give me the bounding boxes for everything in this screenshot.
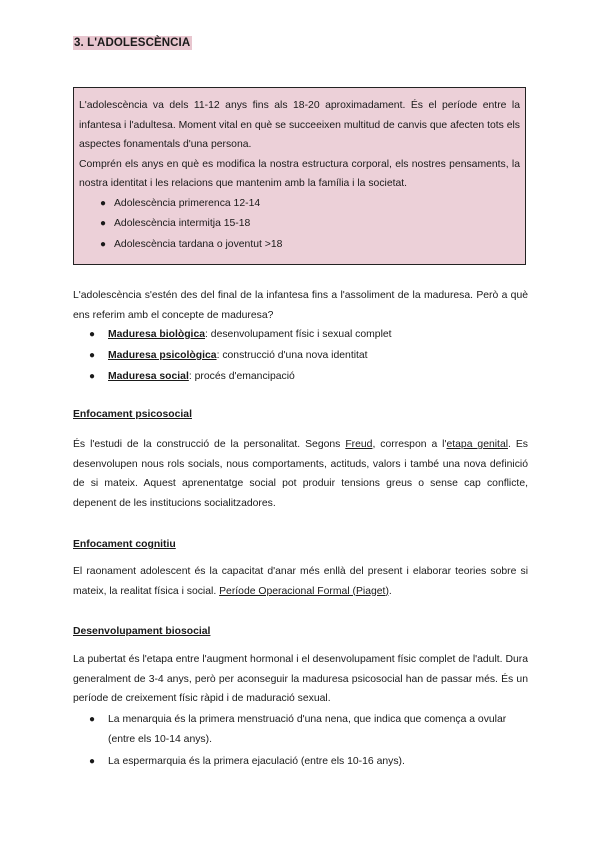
- freud-link: Freud: [345, 439, 373, 450]
- definition-paragraph-1: L'adolescència va dels 11-12 anys fins als 18-20 aproximadament. És el període entre la infantesa i l'adultesa. Moment vital en què se succeeixen multitud de canvis que afecten tots els aspectes fonamentals d'una persona.: [79, 100, 520, 150]
- intro-paragraph: L'adolescència s'estén des del final de la infantesa fins a l'assoliment de la maduresa. Però a què ens referim amb el concepte de maduresa?: [73, 290, 528, 321]
- list-item: ● La espermarquia és la primera ejaculació (entre els 10-16 anys).: [73, 752, 528, 772]
- heading-cognitiu: Enfocament cognitiu: [73, 539, 176, 550]
- bullet-icon: ●: [89, 329, 96, 340]
- bullet-icon: ●: [100, 238, 107, 250]
- bullet-icon: ●: [89, 350, 96, 361]
- heading-biosocial: Desenvolupament biosocial: [73, 626, 211, 637]
- maduresa-list: [73, 324, 528, 387]
- list-item: ● Adolescència primerenca 12-14: [79, 194, 520, 215]
- term-label: Maduresa psicològica: [108, 350, 217, 361]
- list-item: ● Maduresa psicològica: construcció d'una nova identitat: [73, 345, 528, 366]
- section-title: 3. L'ADOLESCÈNCIA: [74, 37, 191, 49]
- bullet-icon: ●: [100, 197, 107, 209]
- bullet-icon: ●: [89, 756, 96, 767]
- cognitiu-paragraph: El raonament adolescent és la capacitat d'anar més enllà del present i elaborar teories sobre si mateix, la realitat física i social. Període Operacional Formal (Piaget).: [73, 566, 528, 597]
- bullet-icon: ●: [100, 218, 107, 229]
- psicosocial-paragraph: És l'estudi de la construcció de la personalitat. Segons Freud, correspon a l'etapa genital. Es desenvolupen nous rols socials, nous comportaments, actituds, valors i també una nova definició de si mateix. Aquest aprenentatge social pot produir tensions greus o sense cap conflicte, depenent de les institucions socialitzadores.: [73, 439, 528, 509]
- genital-stage-link: etapa genital: [446, 439, 509, 450]
- heading-psicosocial: Enfocament psicosocial: [73, 409, 192, 420]
- list-item: ● Adolescència tardana o joventut >18: [79, 235, 520, 256]
- term-label: Maduresa social: [108, 371, 189, 382]
- list-item: ● Maduresa biològica: desenvolupament físic i sexual complet: [73, 324, 528, 345]
- stages-list: [79, 194, 520, 256]
- bullet-icon: ●: [89, 714, 96, 725]
- piaget-link: Període Operacional Formal (Piaget): [219, 585, 389, 597]
- biosocial-paragraph: La pubertat és l'etapa entre l'augment hormonal i el desenvolupament físic complet de l'adult. Dura generalment de 3-4 anys, però per aconseguir la maduresa psicosocial han de passar més. És un període de creixement físic ràpid i de maduració sexual.: [73, 654, 528, 704]
- list-item: ● Maduresa social: procés d'emancipació: [73, 366, 528, 387]
- list-item: ● La menarquia és la primera menstruació d'una nena, que indica que comença a ovular (entre els 10-14 anys).: [73, 710, 528, 749]
- definition-paragraph-2: Comprén els anys en què es modifica la nostra estructura corporal, els nostres pensaments, la nostra identitat i les relacions que mantenim amb la família i la societat.: [79, 158, 520, 189]
- biosocial-list: [73, 710, 528, 772]
- bullet-icon: ●: [89, 371, 96, 382]
- definition-box: [73, 87, 526, 265]
- term-label: Maduresa biològica: [108, 329, 206, 340]
- list-item: ● Adolescència intermitja 15-18: [79, 214, 520, 235]
